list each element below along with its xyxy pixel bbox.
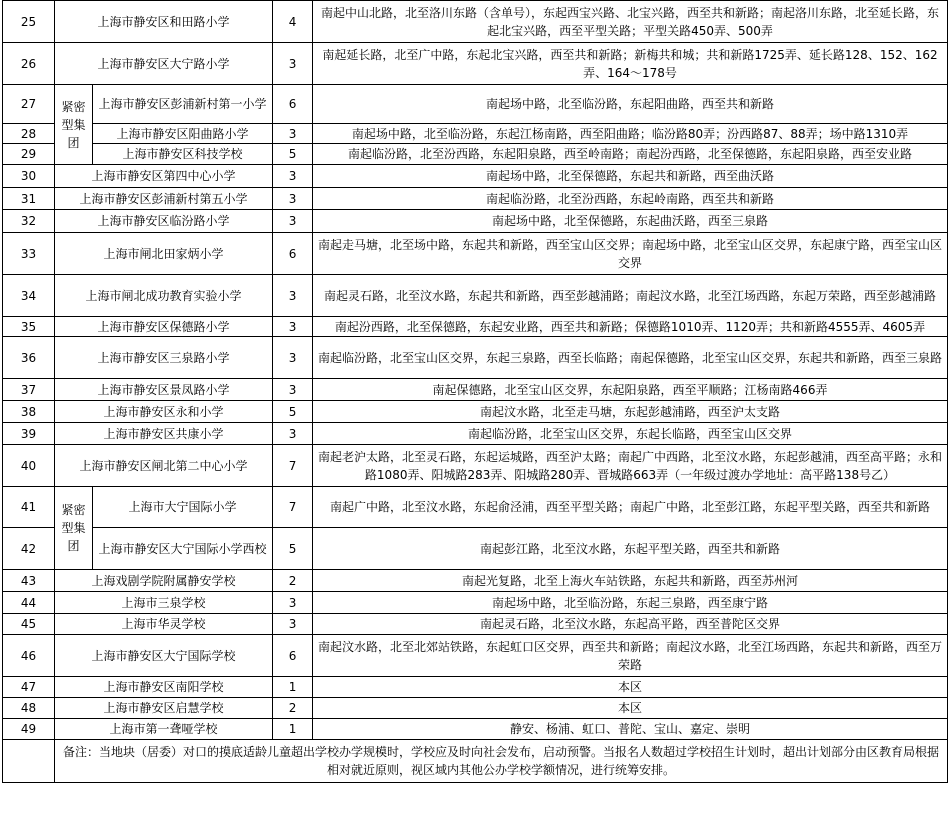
note-spacer xyxy=(3,740,55,783)
class-count: 5 xyxy=(273,528,313,570)
school-name: 上海市三泉学校 xyxy=(55,592,273,614)
enrollment-area: 南起场中路，北至临汾路，东起阳曲路，西至共和新路 xyxy=(313,85,948,124)
school-name: 上海市静安区永和小学 xyxy=(55,401,273,423)
table-row xyxy=(3,401,948,423)
note-row xyxy=(3,740,948,783)
class-count: 2 xyxy=(273,698,313,719)
row-number: 48 xyxy=(3,698,55,719)
enrollment-area: 南起汶水路，北至走马塘，东起彭越浦路，西至沪太支路 xyxy=(313,401,948,423)
enrollment-area: 南起汶水路，北至北郊站铁路，东起虹口区交界，西至共和新路；南起汶水路，北至江场西路，东起共和新路，西至万荣路 xyxy=(313,635,948,677)
enrollment-area: 南起场中路，北至临汾路，东起三泉路，西至康宁路 xyxy=(313,592,948,614)
table-row xyxy=(3,379,948,401)
row-number: 34 xyxy=(3,275,55,317)
class-count: 2 xyxy=(273,570,313,592)
class-count: 5 xyxy=(273,401,313,423)
class-count: 3 xyxy=(273,379,313,401)
row-number: 41 xyxy=(3,487,55,528)
school-name: 上海市闸北田家炳小学 xyxy=(55,233,273,275)
enrollment-area: 南起老沪太路，北至灵石路，东起运城路，西至沪太路；南起广中西路，北至汶水路，东起彭越浦，西至高平路；永和路1080弄、阳城路283弄、阳城路280弄、晋城路663弄（一年级过渡办学地址：高平路138号乙） xyxy=(313,445,948,487)
class-count: 3 xyxy=(273,317,313,337)
table-row xyxy=(3,337,948,379)
class-count: 7 xyxy=(273,445,313,487)
class-count: 3 xyxy=(273,614,313,635)
school-name: 上海市静安区景凤路小学 xyxy=(55,379,273,401)
row-number: 36 xyxy=(3,337,55,379)
row-number: 25 xyxy=(3,1,55,43)
row-number: 42 xyxy=(3,528,55,570)
group-label-cell: 紧密型集团 xyxy=(55,487,93,570)
row-number: 26 xyxy=(3,43,55,85)
class-count: 3 xyxy=(273,423,313,445)
footnote: 备注：当地块（居委）对口的摸底适龄儿童超出学校办学规模时，学校应及时向社会发布，启动预警。当报名人数超过学校招生计划时，超出计划部分由区教育局根据相对就近原则，视区域内其他公办学校学额情况，进行统筹安排。 xyxy=(55,740,948,783)
table-row xyxy=(3,233,948,275)
enrollment-area: 南起场中路，北至保德路，东起共和新路，西至曲沃路 xyxy=(313,165,948,188)
school-name: 上海市静安区大宁国际学校 xyxy=(55,635,273,677)
row-number: 37 xyxy=(3,379,55,401)
class-count: 3 xyxy=(273,188,313,210)
row-number: 38 xyxy=(3,401,55,423)
enrollment-area: 南起中山北路，北至洛川东路（含单号），东起西宝兴路、北宝兴路，西至共和新路；南起洛川东路，北至延长路，东起北宝兴路，西至平型关路；平型关路450弄、500弄 xyxy=(313,1,948,43)
row-number: 44 xyxy=(3,592,55,614)
class-count: 6 xyxy=(273,635,313,677)
enrollment-area: 南起走马塘，北至场中路，东起共和新路，西至宝山区交界；南起场中路，北至宝山区交界，东起康宁路，西至宝山区交界 xyxy=(313,233,948,275)
table-row xyxy=(3,719,948,740)
table-row xyxy=(3,275,948,317)
enrollment-area: 南起临汾路，北至宝山区交界，东起长临路，西至宝山区交界 xyxy=(313,423,948,445)
enrollment-area: 南起临汾路，北至汾西路，东起岭南路，西至共和新路 xyxy=(313,188,948,210)
row-number: 30 xyxy=(3,165,55,188)
class-count: 7 xyxy=(273,487,313,528)
enrollment-area: 南起广中路，北至汶水路，东起俞泾浦，西至平型关路；南起广中路，北至彭江路，东起平型关路，西至共和新路 xyxy=(313,487,948,528)
class-count: 1 xyxy=(273,677,313,698)
school-name: 上海市静安区第四中心小学 xyxy=(55,165,273,188)
row-number: 40 xyxy=(3,445,55,487)
table-row xyxy=(3,124,948,144)
row-number: 31 xyxy=(3,188,55,210)
row-number: 39 xyxy=(3,423,55,445)
row-number: 47 xyxy=(3,677,55,698)
class-count: 3 xyxy=(273,43,313,85)
school-name: 上海市华灵学校 xyxy=(55,614,273,635)
table-row xyxy=(3,188,948,210)
table-row xyxy=(3,1,948,43)
enrollment-area: 南起临汾路，北至宝山区交界，东起三泉路，西至长临路；南起保德路，北至宝山区交界，东起共和新路，西至三泉路 xyxy=(313,337,948,379)
enrollment-area: 本区 xyxy=(313,677,948,698)
school-name: 上海市静安区保德路小学 xyxy=(55,317,273,337)
table-row xyxy=(3,423,948,445)
enrollment-area: 南起汾西路，北至保德路，东起安业路，西至共和新路；保德路1010弄、1120弄；共和新路4555弄、4605弄 xyxy=(313,317,948,337)
enrollment-area: 南起灵石路，北至汶水路，东起高平路，西至普陀区交界 xyxy=(313,614,948,635)
table-row xyxy=(3,698,948,719)
school-name: 上海市静安区大宁国际小学西校 xyxy=(93,528,273,570)
table-row xyxy=(3,165,948,188)
table-row xyxy=(3,528,948,570)
row-number: 32 xyxy=(3,210,55,233)
school-name: 上海市静安区彭浦新村第五小学 xyxy=(55,188,273,210)
school-name: 上海市静安区闸北第二中心小学 xyxy=(55,445,273,487)
enrollment-area: 本区 xyxy=(313,698,948,719)
row-number: 45 xyxy=(3,614,55,635)
school-name: 上海市静安区彭浦新村第一小学 xyxy=(93,85,273,124)
class-count: 3 xyxy=(273,124,313,144)
row-number: 49 xyxy=(3,719,55,740)
table-row xyxy=(3,592,948,614)
enrollment-area: 静安、杨浦、虹口、普陀、宝山、嘉定、崇明 xyxy=(313,719,948,740)
class-count: 4 xyxy=(273,1,313,43)
class-count: 6 xyxy=(273,233,313,275)
school-name: 上海市静安区阳曲路小学 xyxy=(93,124,273,144)
enrollment-area: 南起临汾路，北至汾西路，东起阳泉路，西至岭南路；南起汾西路，北至保德路，东起阳泉路，西至安业路 xyxy=(313,144,948,165)
enrollment-area: 南起彭江路，北至汶水路，东起平型关路，西至共和新路 xyxy=(313,528,948,570)
class-count: 6 xyxy=(273,85,313,124)
school-name: 上海市静安区大宁路小学 xyxy=(55,43,273,85)
enrollment-area: 南起场中路，北至保德路，东起曲沃路，西至三泉路 xyxy=(313,210,948,233)
table-row xyxy=(3,635,948,677)
row-number: 46 xyxy=(3,635,55,677)
enrollment-area: 南起光复路，北至上海火车站铁路，东起共和新路，西至苏州河 xyxy=(313,570,948,592)
table-row xyxy=(3,614,948,635)
school-name: 上海市大宁国际小学 xyxy=(93,487,273,528)
school-name: 上海市静安区启慧学校 xyxy=(55,698,273,719)
school-name: 上海市静安区科技学校 xyxy=(93,144,273,165)
table-row xyxy=(3,85,948,124)
enrollment-area: 南起场中路，北至临汾路，东起江杨南路，西至阳曲路；临汾路80弄；汾西路87、88弄；场中路1310弄 xyxy=(313,124,948,144)
table-row xyxy=(3,677,948,698)
table-row xyxy=(3,570,948,592)
school-name: 上海市静安区南阳学校 xyxy=(55,677,273,698)
class-count: 3 xyxy=(273,275,313,317)
enrollment-area: 南起延长路，北至广中路，东起北宝兴路，西至共和新路；新梅共和城；共和新路1725弄、延长路128、152、162弄、164～178号 xyxy=(313,43,948,85)
school-name: 上海市静安区三泉路小学 xyxy=(55,337,273,379)
school-name: 上海市闸北成功教育实验小学 xyxy=(55,275,273,317)
row-number: 43 xyxy=(3,570,55,592)
table-row xyxy=(3,43,948,85)
enrollment-area: 南起保德路，北至宝山区交界，东起阳泉路，西至平顺路；江杨南路466弄 xyxy=(313,379,948,401)
row-number: 29 xyxy=(3,144,55,165)
row-number: 28 xyxy=(3,124,55,144)
class-count: 3 xyxy=(273,165,313,188)
school-name: 上海市第一聋哑学校 xyxy=(55,719,273,740)
row-number: 35 xyxy=(3,317,55,337)
school-name: 上海市静安区共康小学 xyxy=(55,423,273,445)
school-name: 上海市静安区临汾路小学 xyxy=(55,210,273,233)
table-body xyxy=(3,1,948,783)
table-row xyxy=(3,144,948,165)
row-number: 27 xyxy=(3,85,55,124)
class-count: 3 xyxy=(273,592,313,614)
class-count: 1 xyxy=(273,719,313,740)
school-name: 上海市静安区和田路小学 xyxy=(55,1,273,43)
enrollment-area: 南起灵石路，北至汶水路，东起共和新路，西至彭越浦路；南起汶水路，北至江场西路，东起万荣路，西至彭越浦路 xyxy=(313,275,948,317)
class-count: 3 xyxy=(273,337,313,379)
table-row xyxy=(3,445,948,487)
row-number: 33 xyxy=(3,233,55,275)
group-label-cell: 紧密型集团 xyxy=(55,85,93,165)
table-row xyxy=(3,487,948,528)
class-count: 3 xyxy=(273,210,313,233)
class-count: 5 xyxy=(273,144,313,165)
table-row xyxy=(3,317,948,337)
school-district-table xyxy=(2,0,948,783)
school-name: 上海戏剧学院附属静安学校 xyxy=(55,570,273,592)
table-row xyxy=(3,210,948,233)
